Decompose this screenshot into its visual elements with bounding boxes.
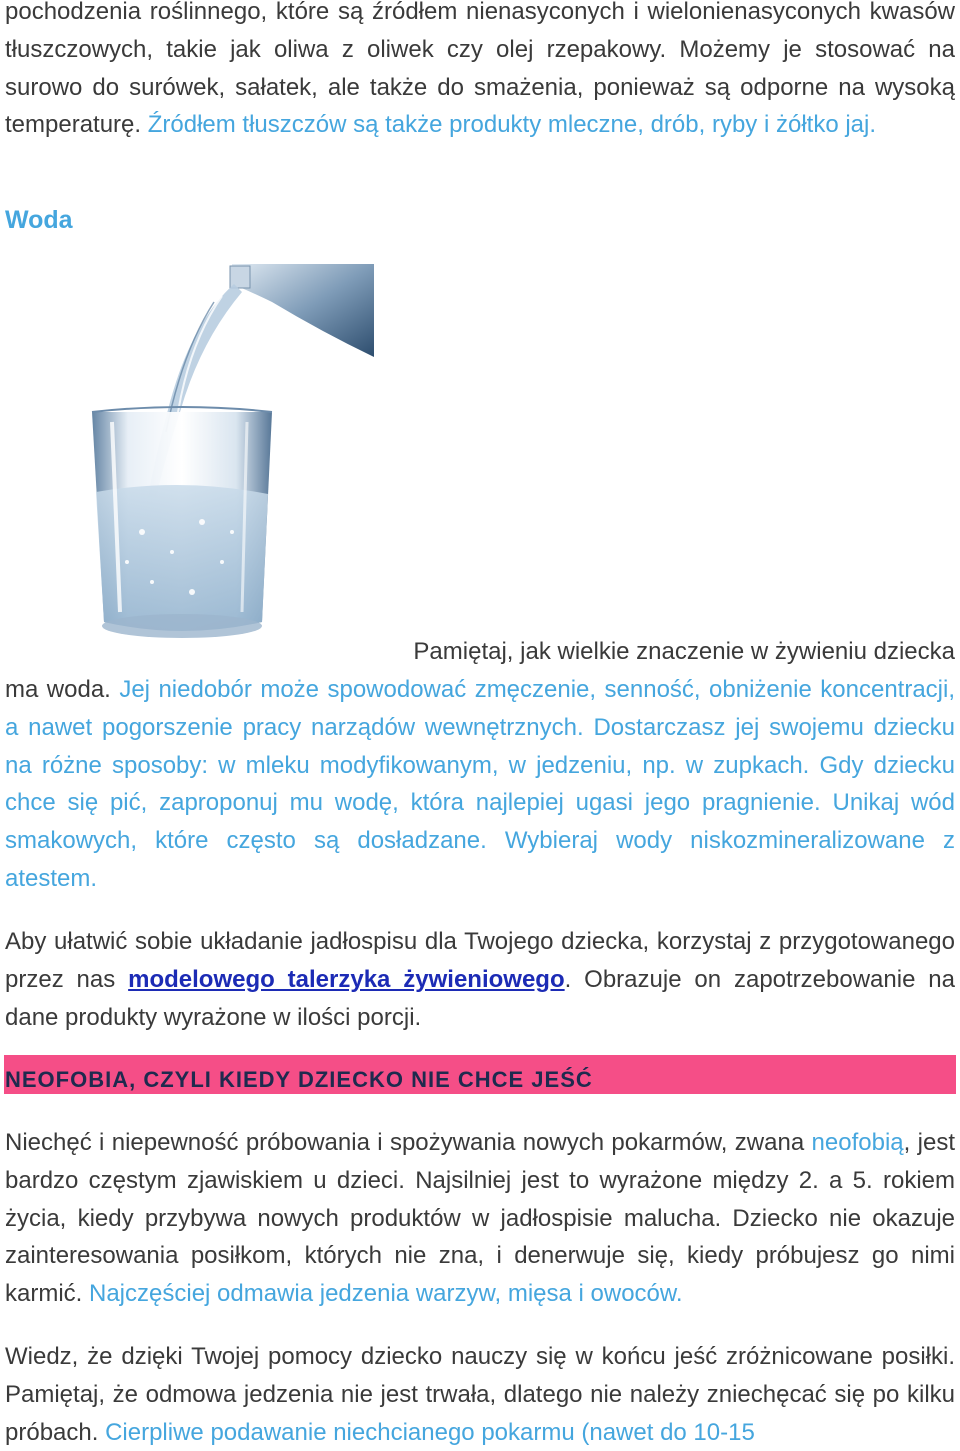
- neofobia-text-b: , jest bardzo częstym zjawiskiem u dzieci. Najsilniej jest to wyrażone między 2. a 5. rokiem życia, kiedy przybywa nowych produktów w jadłospisie malucha. Dziecko nie okazuje zainteresowania posiłkom, których nie zna, i denerwuje się, kiedy próbujesz go nimi karmić.: [5, 1129, 955, 1308]
- intro-paragraph: [5, 0, 955, 144]
- neofobia-highlight-2: Cierpliwe podawanie niechcianego pokarmu (nawet do 10-15: [105, 1418, 755, 1446]
- water-text-start: ma woda.: [5, 676, 120, 703]
- water-text-rest: Dostarczasz jej swojemu dziecku na różne sposoby: w mleku modyfikowanym, w jedzeniu, np. w zupkach. Gdy dziecku chce się pić, zaproponuj mu wodę, która najlepiej ugasi jego pragnienie. Unikaj wód smakowych, które często są dosładzane. Wybieraj wody niskozmineralizowane z atestem.: [5, 713, 956, 892]
- neofobia-paragraph-2: [5, 1338, 955, 1451]
- plate-paragraph: [5, 923, 955, 1036]
- neofobia-highlight: Najczęściej odmawia jedzenia warzyw, mięsa i owoców.: [89, 1280, 683, 1308]
- water-highlight: Jej niedobór może spowodować zmęczenie, senność, obniżenie koncentracji, a nawet pogorszenie pracy narządów wewnętrznych.: [5, 676, 956, 741]
- intro-highlight: Źródłem tłuszczów są także produkty mleczne, drób, ryby i żółtko jaj.: [147, 111, 877, 139]
- plate-text-before: Aby ułatwić sobie układanie jadłospisu dla Twojego dziecka, korzystaj z przygotowanego przez nas: [5, 928, 955, 993]
- plate-link[interactable]: modelowego talerzyka żywieniowego: [128, 965, 565, 993]
- intro-text: pochodzenia roślinnego, które są źródłem nienasyconych i wielonienasyconych kwasów tłuszczowych, takie jak oliwa z oliwek czy olej rzepakowy. Możemy je stosować na surowo do surówek, sałatek, ale także do smażenia, ponieważ są odporne na wysoką temperaturę.: [5, 0, 955, 139]
- water-paragraph: [5, 671, 955, 898]
- water-heading: Woda: [5, 206, 73, 234]
- plate-text-after: . Obrazuje on zapotrzebowanie na dane produkty wyrażone w ilości porcji.: [5, 965, 955, 1031]
- neofobia-term: neofobią: [811, 1129, 904, 1156]
- water-caption-start: Pamiętaj, jak wielkie znaczenie w żywieniu dziecka: [413, 638, 955, 665]
- neofobia-paragraph-1: [5, 1124, 955, 1313]
- neofobia-text-2a: Wiedz, że dzięki Twojej pomocy dziecko nauczy się w końcu jeść zróżnicowane posiłki. Pamiętaj, że odmowa jedzenia nie jest trwała, dlatego nie należy zniechęcać się po kilku próbach.: [5, 1343, 955, 1446]
- neofobia-text-a: Niechęć i niepewność próbowania i spożywania nowych pokarmów, zwana: [5, 1129, 812, 1156]
- water-glass-image: [82, 262, 382, 662]
- section-title: NEOFOBIA, CZYLI KIEDY DZIECKO NIE CHCE JEŚĆ: [5, 1067, 593, 1092]
